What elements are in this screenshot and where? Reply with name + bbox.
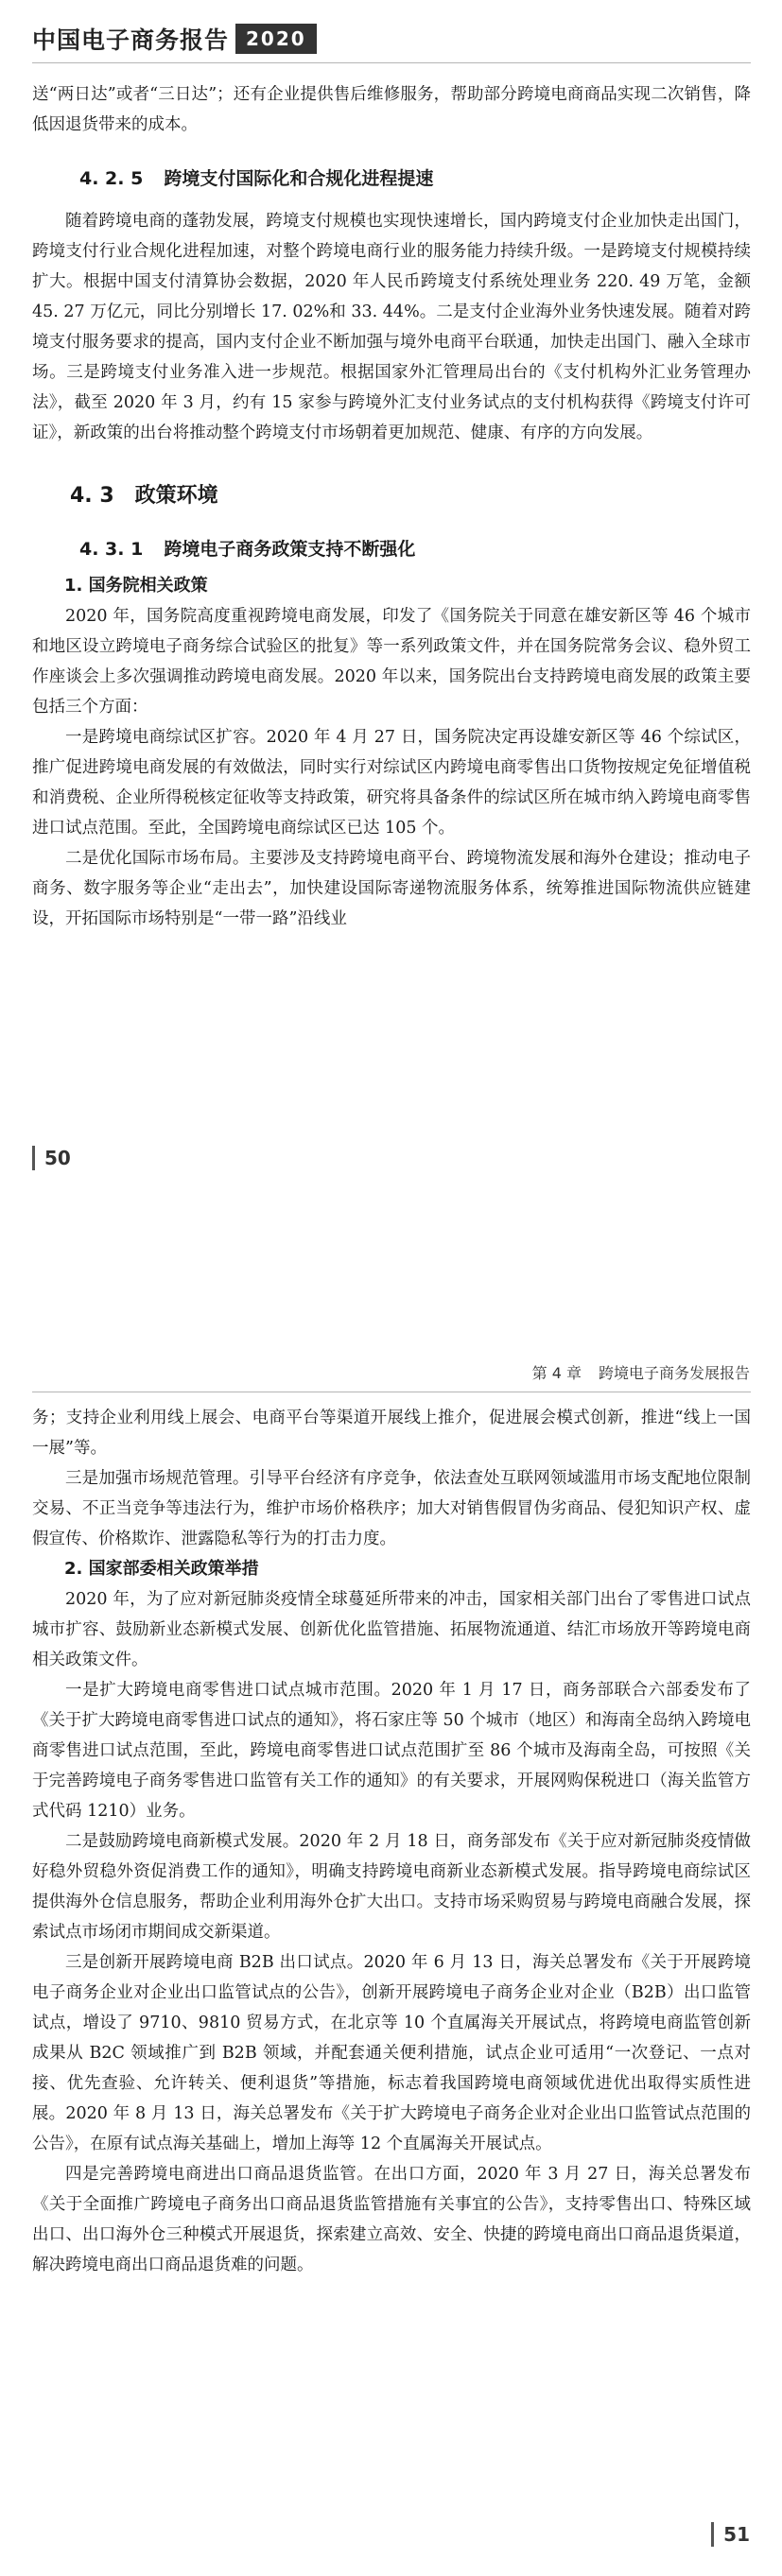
section-title: 跨境支付国际化和合规化进程提速 xyxy=(164,168,434,189)
page-51 xyxy=(0,1344,782,2576)
paragraph-ministries-intro: 2020 年，为了应对新冠肺炎疫情全球蔓延所带来的冲击，国家相关部门出台了零售进口试点城市扩容、鼓励新业态新模式发展、创新优化监管措施、拓展物流通道、结汇市场放开等跨境电商相关政策文件。 xyxy=(32,1590,751,1669)
page-50 xyxy=(0,0,782,1210)
section-title: 跨境电子商务政策支持不断强化 xyxy=(164,539,416,560)
paragraph-market-regulation: 三是加强市场规范管理。引导平台经济有序竞争，依法查处互联网领域滥用市场支配地位限制交易、不正当竞争等违法行为，维护市场价格秩序；加大对销售假冒伪劣商品、侵犯知识产权、虚假宣传、价格欺诈、泄露隐私等行为的打击力度。 xyxy=(32,1469,751,1548)
subheading-state-council: 1. 国务院相关政策 xyxy=(64,576,208,596)
paragraph-new-models: 二是鼓励跨境电商新模式发展。2020 年 2 月 18 日，商务部发布《关于应对新冠肺炎疫情做好稳外贸稳外资促消费工作的通知》，明确支持跨境电商新业态新模式发展。指导跨境电商综试区提供海外仓信息服务，帮助企业利用海外仓扩大出口。支持市场采购贸易与跨境电商融合发展，探索试点市场闭市期间成交新渠道。 xyxy=(32,1832,751,1942)
page-number-bar xyxy=(711,2522,714,2547)
report-brand: 中国电子商务报告 xyxy=(32,26,230,54)
page-number-text: 51 xyxy=(723,2523,750,2546)
paragraph-retail-import-pilot: 一是扩大跨境电商零售进口试点城市范围。2020 年 1 月 17 日，商务部联合六部委发布了《关于扩大跨境电商零售进口试点的通知》，将石家庄等 50 个城市（地区）和海南全岛纳入跨境电商零售进口试点范围，至此，跨境电商零售进口试点范围扩至 86 个城市及海南全岛，可按照《关于完善跨境电子商务零售进口监管有关工作的通知》的有关要求，开展网购保税进口（海关监管方式代码 1210）业务。 xyxy=(32,1681,751,1821)
page-number-51 xyxy=(711,2522,750,2547)
section-number: 4. 3 xyxy=(70,484,114,508)
paragraph-state-council-intro: 2020 年，国务院高度重视跨境电商发展，印发了《国务院关于同意在雄安新区等 46 个城市和地区设立跨境电子商务综合试验区的批复》等一系列政策文件，并在国务院常务会议、稳外贸工作座谈会上多次强调推动跨境电商发展。2020 年以来，国务院出台支持跨境电商发展的政策主要包括三个方面： xyxy=(32,607,751,717)
page-number-50 xyxy=(32,1146,71,1170)
section-heading-4-3-1 xyxy=(79,535,751,563)
chapter-header xyxy=(515,1361,750,1383)
chapter-number: 第 4 章 xyxy=(531,1364,582,1382)
header-divider xyxy=(32,62,751,63)
paragraph-return-supervision: 四是完善跨境电商进出口商品退货监管。在出口方面，2020 年 3 月 27 日，海关总署发布《关于全面推广跨境电子商务出口商品退货监管措施有关事宜的公告》，支持零售出口、特殊区域出口、出口海外仓三种模式开展退货，探索建立高效、安全、快捷的跨境电商出口商品退货渠道，解决跨境电商出口商品退货难的问题。 xyxy=(32,2165,751,2274)
paragraph-international-market: 二是优化国际市场布局。主要涉及支持跨境电商平台、跨境物流发展和海外仓建设；推动电子商务、数字服务等企业“走出去”，加快建设国际寄递物流服务体系，统筹推进国际物流供应链建设，开拓国际市场特别是“一带一路”沿线业 xyxy=(32,849,751,928)
section-title: 政策环境 xyxy=(134,484,218,508)
subheading-ministries: 2. 国家部委相关政策举措 xyxy=(64,1559,259,1579)
report-header xyxy=(32,23,316,55)
chapter-title: 跨境电子商务发展报告 xyxy=(598,1364,750,1382)
paragraph-cross-border-payment: 随着跨境电商的蓬勃发展，跨境支付规模也实现快速增长，国内跨境支付企业加快走出国门，跨境支付行业合规化进程加速，对整个跨境电商行业的服务能力持续升级。一是跨境支付规模持续扩大。根据中国支付清算协会数据，2020 年人民币跨境支付系统处理业务 220. 49 万笔，金额 45. 27 万亿元，同比分别增长 17. 02%和 33. 44%。二是支付企业海外业务快速发展。随着对跨境支付服务要求的提高，国内支付企业不断加强与境外电商平台联通，加快走出国门、融入全球市场。三是跨境支付业务准入进一步规范。根据国家外汇管理局出台的《支付机构外汇业务管理办法》，截至 2020 年 3 月，约有 15 家参与跨境外汇支付业务试点的支付机构获得《跨境支付许可证》，新政策的出台将推动整个跨境支付市场朝着更加规范、健康、有序的方向发展。 xyxy=(32,212,751,442)
section-number: 4. 2. 5 xyxy=(79,168,144,189)
paragraph-pilot-zone-expansion: 一是跨境电商综试区扩容。2020 年 4 月 27 日，国务院决定再设雄安新区等 46 个综试区，推广促进跨境电商发展的有效做法，同时实行对综试区内跨境电商零售出口货物按规定免征增值税和消费税、企业所得税核定征收等支持政策，研究将具备条件的综试区所在城市纳入跨境电商零售进口试点范围。至此，全国跨境电商综试区已达 105 个。 xyxy=(32,728,751,838)
paragraph-b2b-export-pilot: 三是创新开展跨境电商 B2B 出口试点。2020 年 6 月 13 日，海关总署发布《关于开展跨境电子商务企业对企业出口监管试点的公告》，创新开展跨境电子商务企业对企业（B2B）出口监管试点，增设了 9710、9810 贸易方式，在北京等 10 个直属海关开展试点，将跨境电商监管创新成果从 B2C 领域推广到 B2B 领域，并配套通关便利措施，试点企业可适用“一次登记、一点对接、优先查验、允许转关、便利退货”等措施，标志着我国跨境电商领域优进优出取得实质性进展。2020 年 8 月 13 日，海关总署发布《关于扩大跨境电子商务企业对企业出口监管试点范围的公告》，在原有试点海关基础上，增加上海等 12 个直属海关开展试点。 xyxy=(32,1953,751,2153)
section-heading-4-3 xyxy=(70,480,751,512)
page-51-body xyxy=(32,1403,751,2280)
page-50-body xyxy=(32,79,751,934)
page-number-text: 50 xyxy=(44,1147,71,1169)
report-year-badge: 2020 xyxy=(236,25,316,53)
paragraph-continued: 送“两日达”或者“三日达”；还有企业提供售后维修服务，帮助部分跨境电商商品实现二次销售，降低因退货带来的成本。 xyxy=(32,85,751,134)
section-heading-4-2-5 xyxy=(79,164,751,193)
page-gap xyxy=(0,1210,782,1344)
section-number: 4. 3. 1 xyxy=(79,539,144,560)
paragraph-continued: 务；支持企业利用线上展会、电商平台等渠道开展线上推介，促进展会模式创新，推进“线上一国一展”等。 xyxy=(32,1409,751,1458)
page-number-bar xyxy=(32,1146,35,1170)
